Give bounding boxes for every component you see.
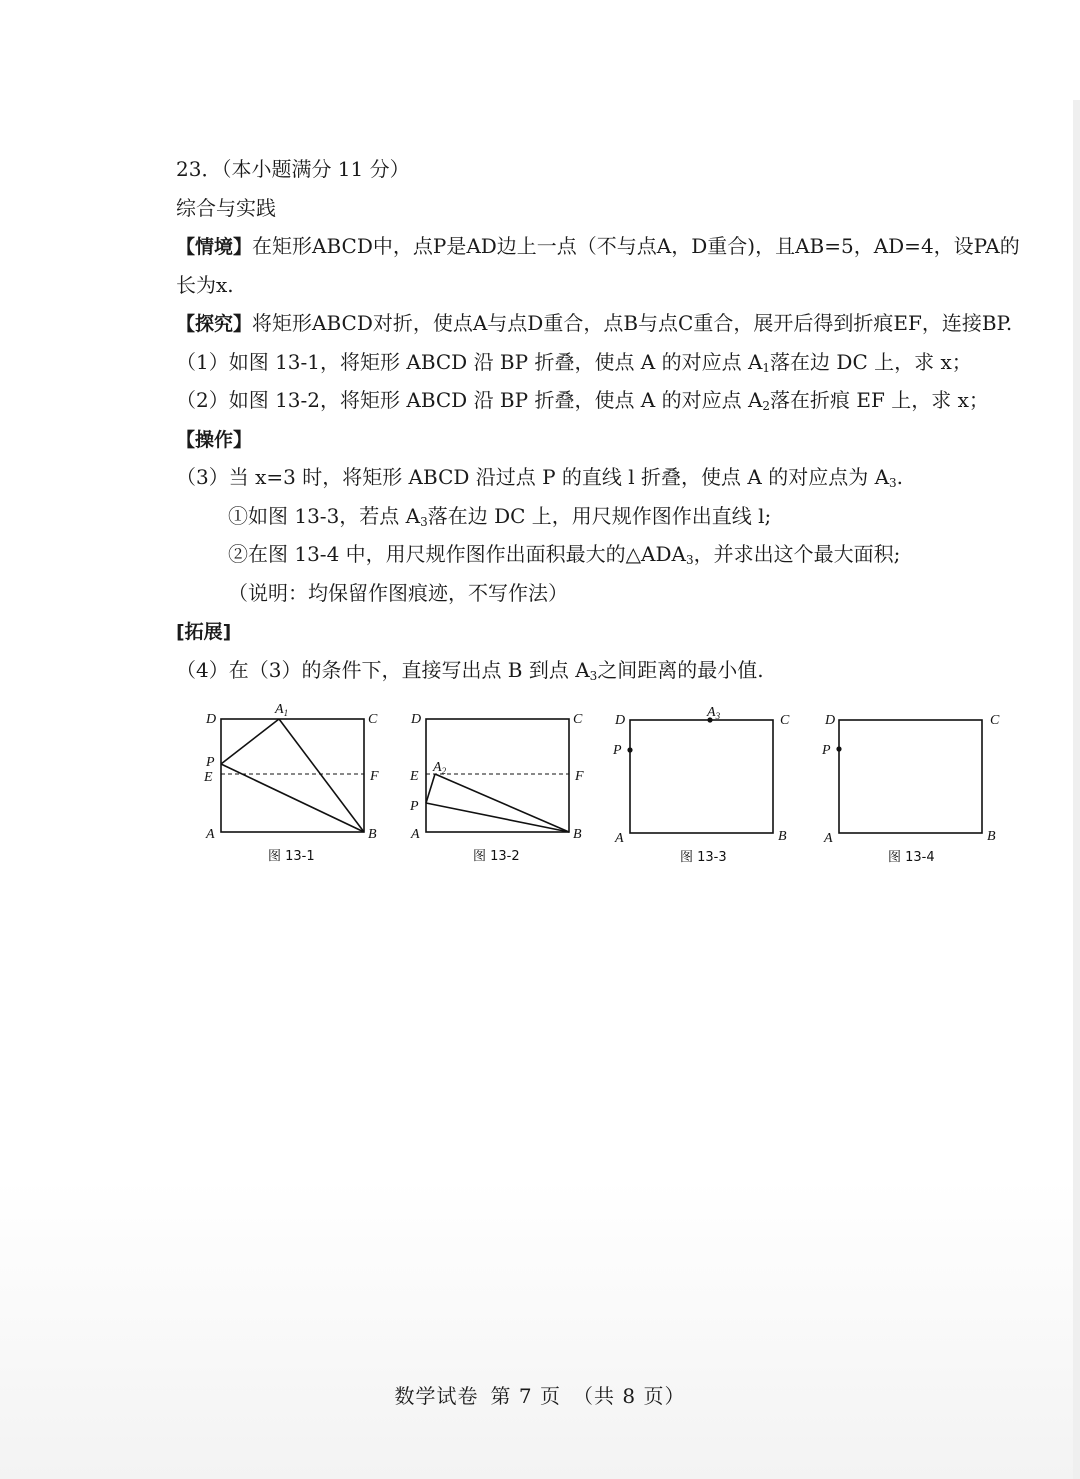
label-p: P	[410, 799, 419, 814]
question-3-1	[176, 497, 1046, 536]
q1-text-a: （1）如图 13-1，将矩形 ABCD 沿 BP 折叠，使点 A 的对应点 A	[176, 349, 763, 374]
explore-tag: 【探究】	[176, 313, 253, 335]
situation-paragraph	[176, 227, 1046, 266]
q3-1-sub: 3	[420, 514, 428, 529]
label-b: B	[573, 827, 582, 842]
point-p	[836, 746, 841, 751]
label-e: E	[204, 770, 213, 785]
extend-heading	[176, 612, 1046, 651]
label-a: A	[206, 827, 215, 842]
situation-tag: 【情境】	[176, 236, 253, 258]
operate-heading	[176, 420, 1046, 459]
q3-2-sub: 3	[685, 553, 694, 567]
question-1	[176, 343, 1046, 382]
segment-a2b	[435, 774, 569, 832]
figures-row	[190, 690, 1030, 870]
question-title: 23．（本小题满分 11 分）	[176, 157, 410, 181]
caption-13-1: 图 13-1	[268, 849, 315, 864]
q3-2-text-a: ②在图 13-4 中，用尺规作图作出面积最大的△ADA	[228, 542, 686, 566]
label-a3: $A_3$	[707, 705, 721, 721]
explore-text: 将矩形ABCD对折，使点A与点D重合，点B与点C重合，展开后得到折痕EF，连接BP.	[252, 311, 1013, 335]
q4-text-b: 之间距离的最小值.	[597, 657, 764, 682]
q3-1-text-b: 落在边 DC 上，用尺规作图作出直线 l;	[427, 503, 772, 528]
extend-tag: [拓展]	[176, 621, 232, 643]
label-c: C	[780, 713, 790, 728]
label-a: A	[615, 831, 624, 846]
q2-text-b: 落在折痕 EF 上，求 x；	[770, 388, 989, 412]
figure-13-2	[409, 712, 584, 864]
q2-sub: 2	[762, 399, 771, 413]
footer-exam: 数学试卷	[394, 1384, 479, 1408]
label-b: B	[368, 827, 377, 842]
footer-page: 第 7 页	[490, 1384, 561, 1408]
figure-13-4	[821, 713, 1000, 865]
question-3-2	[176, 535, 1046, 574]
label-c: C	[573, 712, 583, 727]
situation-text-1: 在矩形ABCD中，点P是AD边上一点（不与点A，D重合)，且AB=5，AD=4，设PA的	[252, 234, 1020, 258]
q1-sub: 1	[762, 360, 771, 375]
explore-paragraph	[176, 304, 1046, 343]
q4-text-a: （4）在（3）的条件下，直接写出点 B 到点 A	[176, 657, 590, 682]
caption-13-2: 图 13-2	[473, 849, 520, 864]
question-2	[176, 381, 1046, 420]
label-e: E	[410, 769, 419, 784]
question-4	[176, 651, 1046, 690]
figure-13-3	[612, 705, 790, 865]
q3-2-text-b: ，并求出这个最大面积;	[693, 542, 901, 566]
label-a2: $A_2$	[433, 760, 447, 776]
point-p	[627, 747, 632, 752]
label-b: B	[987, 829, 996, 844]
page-footer	[0, 1380, 1080, 1409]
question-3	[176, 458, 1046, 497]
label-a: A	[411, 827, 420, 842]
segment-pb	[426, 803, 569, 832]
question-subtitle: 综合与实践	[176, 195, 276, 220]
question-block	[176, 150, 1046, 689]
situation-text-2: 长为x.	[176, 272, 234, 297]
note: （说明：均保留作图痕迹，不写作法）	[228, 580, 568, 605]
q3-text-a: （3）当 x=3 时，将矩形 ABCD 沿过点 P 的直线 l 折叠，使点 A 的对应点为 A	[176, 465, 890, 489]
q3-sub: 3	[889, 476, 897, 490]
label-f: F	[370, 769, 379, 784]
label-c: C	[990, 713, 1000, 728]
label-d: D	[615, 713, 626, 728]
segment-pa1	[221, 719, 279, 764]
label-p: P	[206, 755, 215, 770]
label-p: P	[613, 743, 622, 758]
label-a1: $A_1$	[275, 702, 289, 718]
label-b: B	[778, 829, 787, 844]
label-d: D	[206, 712, 217, 727]
q1-text-b: 落在边 DC 上，求 x；	[770, 349, 972, 374]
label-f: F	[575, 769, 584, 784]
footer-total: （共 8 页）	[573, 1384, 686, 1408]
label-p: P	[822, 743, 831, 758]
segment-a1b	[279, 719, 364, 832]
rectangle	[426, 719, 569, 832]
rectangle	[839, 720, 982, 833]
rectangle	[630, 720, 773, 833]
caption-13-4: 图 13-4	[888, 850, 935, 865]
label-c: C	[368, 712, 378, 727]
q4-sub: 3	[589, 668, 598, 683]
label-d: D	[825, 713, 836, 728]
q2-text-a: （2）如图 13-2，将矩形 ABCD 沿 BP 折叠，使点 A 的对应点 A	[176, 388, 763, 412]
page-edge-shadow	[1073, 100, 1080, 1479]
segment-pa2	[426, 774, 435, 803]
figure-13-1	[203, 702, 379, 864]
operate-tag: 【操作】	[176, 428, 253, 451]
q3-text-b: .	[896, 465, 904, 489]
label-a: A	[824, 831, 833, 846]
caption-13-3: 图 13-3	[680, 850, 727, 865]
q3-1-text-a: ①如图 13-3，若点 A	[228, 503, 421, 528]
label-d: D	[411, 712, 422, 727]
